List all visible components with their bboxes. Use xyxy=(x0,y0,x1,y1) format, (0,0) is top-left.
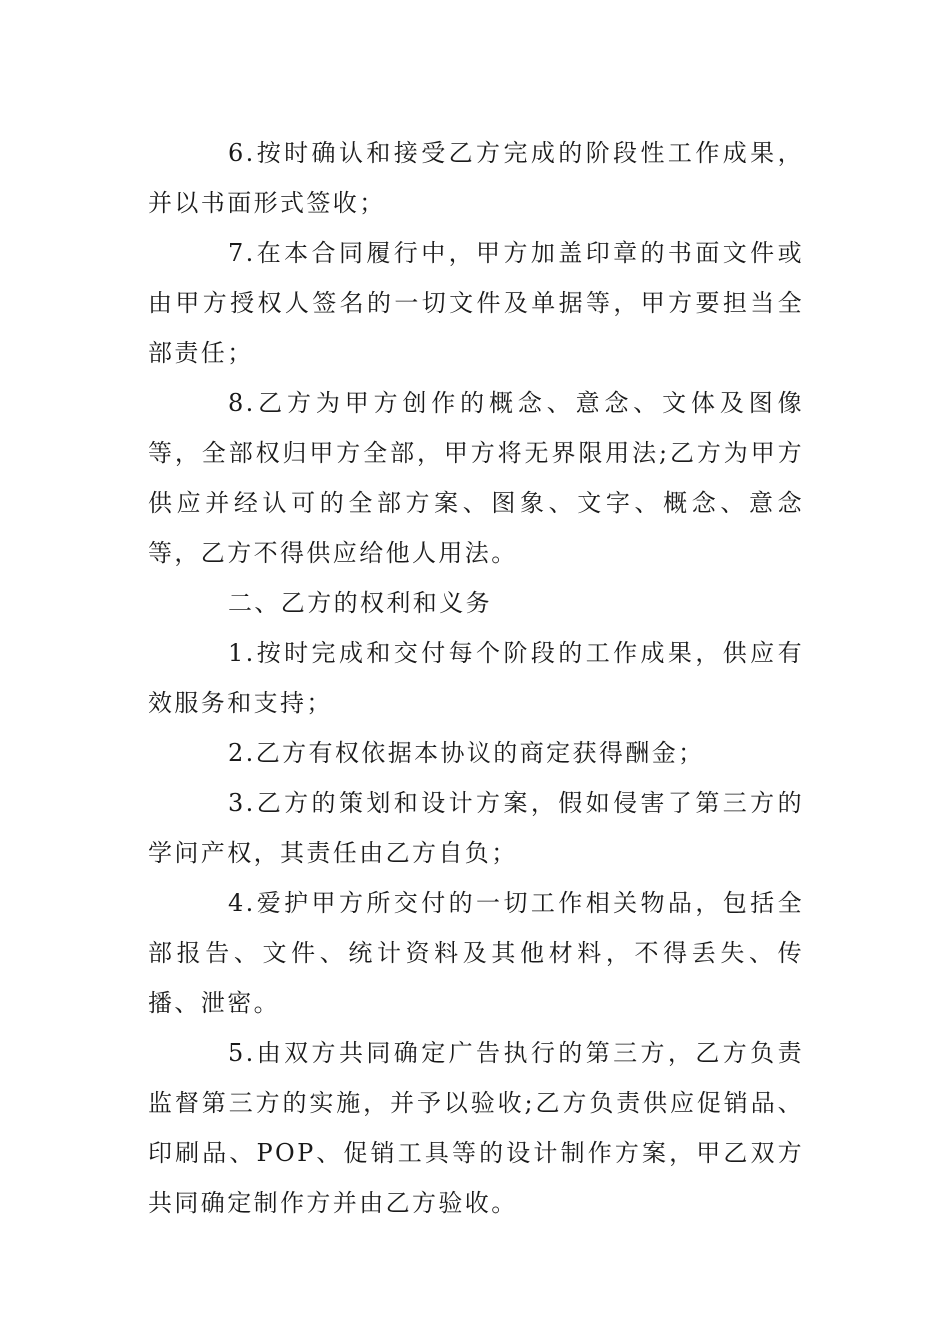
section-heading-party-b: 二、乙方的权利和义务 xyxy=(228,589,492,617)
clause-3-party-b: 3.乙方的策划和设计方案，假如侵害了第三方的学问产权，其责任由乙方自负； xyxy=(148,789,804,867)
clause-8-party-a: 8.乙方为甲方创作的概念、意念、文体及图像等，全部权归甲方全部，甲方将无界限用法;乙方为甲方供应并经认可的全部方案、图象、文字、概念、意念等，乙方不得供应给他人用法。 xyxy=(148,389,804,567)
clause-6-party-a: 6.按时确认和接受乙方完成的阶段性工作成果，并以书面形式签收； xyxy=(148,139,804,217)
clause-7-party-a: 7.在本合同履行中，甲方加盖印章的书面文件或由甲方授权人签名的一切文件及单据等，甲方要担当全部责任； xyxy=(148,239,804,367)
clause-4-party-b: 4.爱护甲方所交付的一切工作相关物品，包括全部报告、文件、统计资料及其他材料，不得丢失、传播、泄密。 xyxy=(148,889,804,1017)
clause-1-party-b: 1.按时完成和交付每个阶段的工作成果，供应有效服务和支持； xyxy=(148,639,804,717)
document-body xyxy=(148,128,804,1228)
clause-2-party-b: 2.乙方有权依据本协议的商定获得酬金； xyxy=(228,739,705,767)
clause-5-party-b: 5.由双方共同确定广告执行的第三方，乙方负责监督第三方的实施，并予以验收;乙方负责供应促销品、印刷品、POP、促销工具等的设计制作方案，甲乙双方共同确定制作方并由乙方验收。 xyxy=(148,1039,804,1217)
